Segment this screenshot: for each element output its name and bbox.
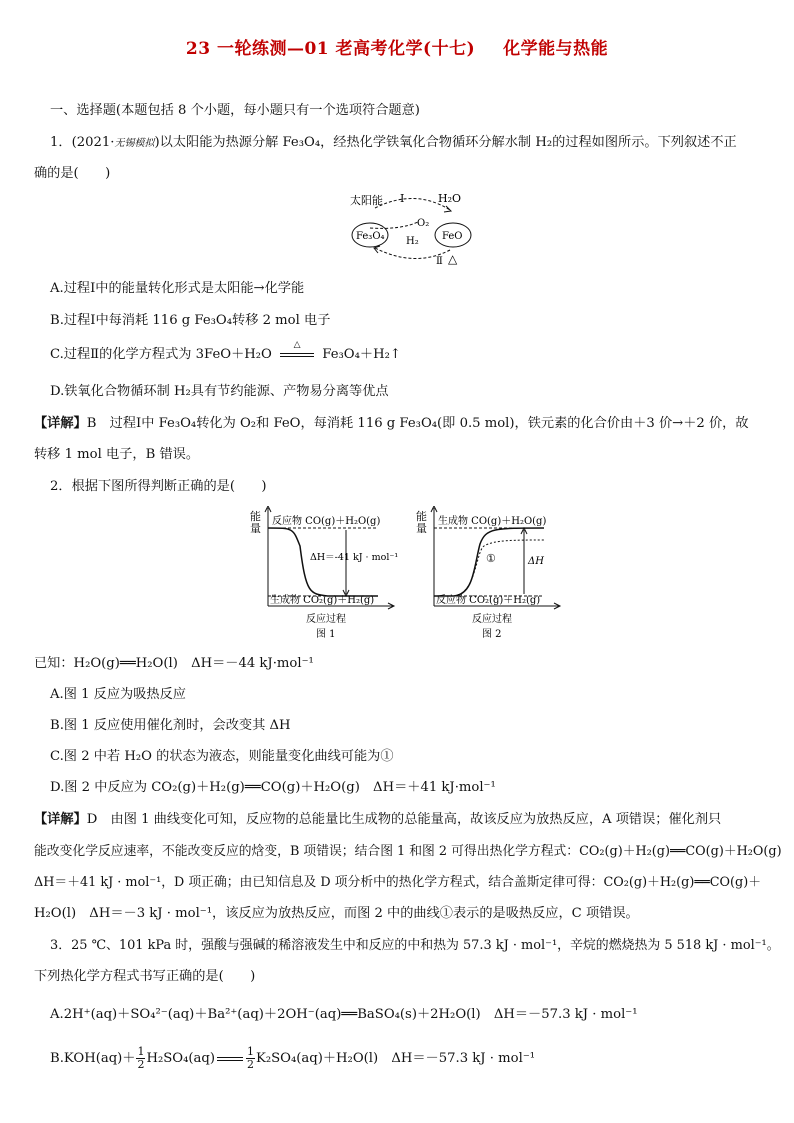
feo-label: FeO <box>442 231 463 242</box>
h2-label: H₂ <box>406 236 419 247</box>
svg-text:能: 能 <box>416 510 427 523</box>
q3-option-a[interactable]: A.2H⁺(aq)＋SO₄²⁻(aq)＋Ba²⁺(aq)＋2OH⁻(aq)══BaSO₄(s)＋2H₂O(l) ΔH＝－57.3 kJ · mol⁻¹ <box>50 1007 638 1022</box>
q1-option-b[interactable]: B.过程Ⅰ中每消耗 116 g Fe₃O₄转移 2 mol 电子 <box>50 313 331 328</box>
q3-option-b[interactable]: B.KOH(aq)＋ $\frac{1}{2}$ H₂SO₄(aq) $\frac{1}{2}$ K₂SO₄(aq)＋H₂O(l) ΔH＝－57.3 kJ · mol⁻¹ <box>50 1045 536 1071</box>
fraction-half-2: $\frac{1}{2}$ <box>247 1045 254 1071</box>
title-main: 23 一轮练测—01 老高考化学(十七) <box>185 39 476 59</box>
o2-label: O₂ <box>417 218 430 229</box>
q1-stem-line1: 1．(2021·无锡模拟)以太阳能为热源分解 Fe₃O₄，经热化学铁氧化合物循环分解水制 H₂的过程如图所示。下列叙述不正 <box>50 135 737 150</box>
svg-text:量: 量 <box>250 522 261 535</box>
fig2-mark: ① <box>486 552 496 565</box>
heat-label: △ <box>448 252 458 266</box>
svg-text:反应过程: 反应过程 <box>472 614 512 625</box>
fig1-dh: ΔH＝-41 kJ · mol⁻¹ <box>310 552 398 563</box>
q2-answer-line2: 能改变化学反应速率，不能改变反应的焓变，B 项错误；结合图 1 和图 2 可得出热化学方程式：CO₂(g)＋H₂(g)══CO(g)＋H₂O(g) <box>34 844 782 859</box>
q1-option-a[interactable]: A.过程Ⅰ中的能量转化形式是太阳能→化学能 <box>50 281 305 296</box>
q2-option-a[interactable]: A.图 1 反应为吸热反应 <box>50 687 186 702</box>
section-heading: 一、选择题(本题包括 8 个小题，每小题只有一个选项符合题意) <box>50 103 420 118</box>
q3-stem-line1: 3．25 ℃、101 kPa 时，强酸与强碱的稀溶液发生中和反应的中和热为 57.3 kJ · mol⁻¹，辛烷的燃烧热为 5 518 kJ · mol⁻¹。 <box>50 938 780 953</box>
svg-text:能: 能 <box>250 510 261 523</box>
fig1-bottom-label: 生成物 CO₂(g)＋H₂(g) <box>270 595 375 606</box>
fig2-curve-1 <box>454 540 544 596</box>
q1-option-c[interactable]: C.过程Ⅱ的化学方程式为 3FeO＋H₂O △ Fe₃O₄＋H₂↑ <box>50 340 401 362</box>
q2-answer-line3: ΔH＝＋41 kJ · mol⁻¹，D 项正确；由已知信息及 D 项分析中的热化学方程式，结合盖斯定律可得：CO₂(g)＋H₂(g)══CO(g)＋ <box>34 875 761 890</box>
q2-option-b[interactable]: B.图 1 反应使用催化剂时，会改变其 ΔH <box>50 718 291 733</box>
title-topic: 化学能与热能 <box>503 39 609 59</box>
q1-option-d[interactable]: D.铁氧化合物循环制 H₂具有节约能源、产物易分离等优点 <box>50 384 389 399</box>
q1-stem-line2: 确的是( ) <box>34 166 111 181</box>
svg-text:反应过程: 反应过程 <box>306 614 346 625</box>
q1-answer-line2: 转移 1 mol 电子，B 错误。 <box>34 447 200 462</box>
fig2-bottom-label: 反应物 CO₂(g)＋H₂(g) <box>436 595 541 606</box>
page-title <box>0 34 794 59</box>
h2o-label: H₂O <box>438 192 462 205</box>
q2-answer-line4: H₂O(l) ΔH＝－3 kJ · mol⁻¹，该反应为放热反应，而图 2 中的曲线①表示的是吸热反应，C 项错误。 <box>34 906 639 921</box>
q2-known: 已知：H₂O(g)══H₂O(l) ΔH＝－44 kJ·mol⁻¹ <box>34 656 314 671</box>
fig2-caption: 图 2 <box>482 629 502 640</box>
energy-figure-1 <box>248 506 398 641</box>
fig2-dh: ΔH <box>528 556 544 567</box>
q2-stem: 2．根据下图所得判断正确的是( ) <box>50 479 267 494</box>
energy-figure-2 <box>414 506 564 641</box>
q1-cycle-diagram <box>340 188 490 268</box>
sun-label: 太阳能 <box>350 194 383 207</box>
q3-stem-line2: 下列热化学方程式书写正确的是( ) <box>34 969 256 984</box>
q2-answer-line1: 【详解】D 由图 1 曲线变化可知，反应物的总能量比生成物的总能量高，故该反应为放热反应，A 项错误；催化剂只 <box>34 812 722 827</box>
q1-answer-line1: 【详解】B 过程Ⅰ中 Fe₃O₄转化为 O₂和 FeO，每消耗 116 g Fe₃O₄(即 0.5 mol)，铁元素的化合价由＋3 价→＋2 价，故 <box>34 416 749 431</box>
fig2-top-label: 生成物 CO(g)＋H₂O(g) <box>438 516 547 527</box>
svg-text:量: 量 <box>416 522 427 535</box>
fig1-caption: 图 1 <box>316 629 336 640</box>
fe3o4-label: Fe₃O₄ <box>356 231 385 242</box>
fig1-top-label: 反应物 CO(g)＋H₂O(g) <box>272 516 381 527</box>
step1-label: Ⅰ <box>400 192 405 205</box>
step2-label: Ⅱ <box>436 256 443 267</box>
fraction-half: $\frac{1}{2}$ <box>137 1045 145 1071</box>
q2-option-d[interactable]: D.图 2 中反应为 CO₂(g)＋H₂(g)══CO(g)＋H₂O(g) ΔH＝＋41 kJ·mol⁻¹ <box>50 780 496 795</box>
q2-option-c[interactable]: C.图 2 中若 H₂O 的状态为液态，则能量变化曲线可能为① <box>50 749 394 764</box>
